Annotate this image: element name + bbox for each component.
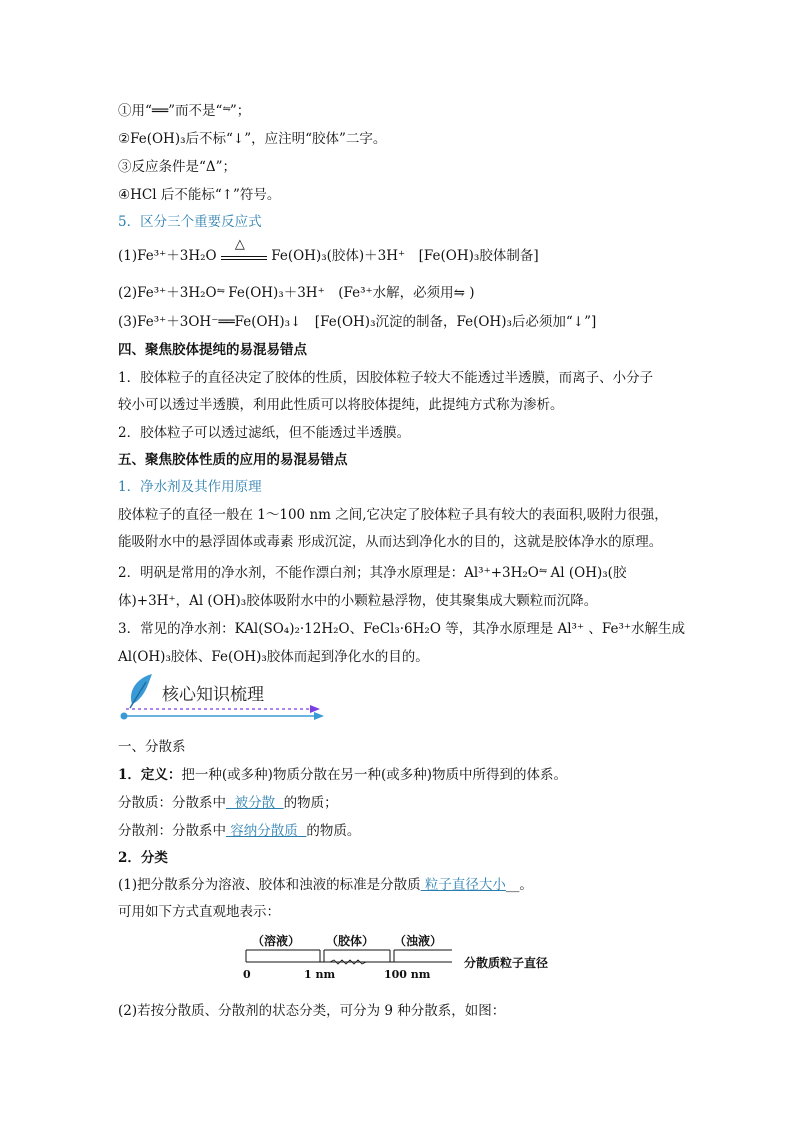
classification-1-line2: 可用如下方式直观地表示：	[118, 904, 280, 920]
particle-size-scale	[230, 928, 570, 988]
note-1-end: ”；	[229, 103, 251, 119]
note-1	[118, 102, 250, 122]
p2-text-a: 2．明矾是常用的净水剂，不能作漂白剂；其净水原理是：Al³⁺+3H₂O	[118, 565, 539, 581]
section5b-p2-l1	[118, 564, 626, 584]
section5b-title: 五、聚焦胶体性质的应用的易混易错点	[118, 452, 348, 468]
tick-0: 0	[243, 968, 251, 981]
reversible-arrow-icon: ⇋	[216, 286, 225, 297]
section5-title: 5．区分三个重要反应式	[118, 214, 262, 230]
dz-answer: 被分散	[226, 795, 284, 811]
dispersed-phase-line	[118, 794, 338, 812]
reversible-arrow-icon: ⇋	[222, 104, 230, 115]
eq1-left: (1)Fe³⁺＋3H₂O	[118, 248, 217, 264]
section4-p1-l1: 1．胶体粒子的直径决定了胶体的性质，因胶体粒子较大不能透过半透膜，而离子、小分子	[118, 370, 654, 386]
definition-label: 1．定义：	[118, 767, 182, 783]
section5b-p1-l1: 胶体粒子的直径一般在 1～100 nm 之间,它决定了胶体粒子具有较大的表面积,吸附力很强，	[118, 507, 668, 523]
p2-text-b: Al (OH)₃(胶	[546, 565, 627, 581]
heat-triangle-icon: △	[234, 237, 245, 252]
section4-p2: 2．胶体粒子可以透过滤纸，但不能透过半透膜。	[118, 425, 411, 441]
section5b-sub1: 1．净水剂及其作用原理	[118, 479, 262, 495]
section5b-p3-l1: 3．常见的净水剂：KAl(SO₄)₂·12H₂O、FeCl₃·6H₂O 等，其净水原理是 Al³⁺ 、Fe³⁺水解生成	[118, 621, 686, 637]
note-3: ③反应条件是“Δ”；	[118, 159, 237, 175]
eq2-end: ⇋ )	[453, 285, 475, 301]
dj-pre: 分散剂：分散系中	[118, 823, 226, 839]
eq2-left: (2)Fe³⁺＋3H₂O	[118, 285, 217, 301]
section4-title: 四、聚焦胶体提纯的易混易错点	[118, 342, 307, 358]
equation-3: (3)Fe³⁺＋3OH⁻══Fe(OH)₃↓ [Fe(OH)₃沉淀的制备，Fe(OH)₃后必须加“↓”]	[118, 314, 597, 330]
section5b-p1-l2: 能吸附水中的悬浮固体或毒素 形成沉淀，从而达到净化水的目的，这就是胶体净水的原理。	[118, 534, 663, 550]
note-4: ④HCl 后不能标“↑”符号。	[118, 187, 281, 203]
c1-answer: 粒子直径大小	[420, 877, 506, 893]
dz-pre: 分散质：分散系中	[118, 795, 226, 811]
dz-post: 的物质；	[283, 795, 338, 811]
c1-post: __。	[505, 877, 533, 893]
classification-2: (2)若按分散质、分散剂的状态分类，可分为 9 种分散系，如图：	[118, 1003, 506, 1019]
section5b-p2-l2: 体)+3H⁺，Al (OH)₃胶体吸附水中的小颗粒悬浮物，使其聚集成大颗粒而沉降。	[118, 593, 598, 609]
dispersion-medium-line	[118, 822, 360, 840]
eq1-right: Fe(OH)₃(胶体)＋3H⁺ [Fe(OH)₃胶体制备]	[271, 248, 539, 264]
part1-heading: 一、分散系	[118, 739, 186, 755]
definition-text: 把一种(或多种)物质分散在另一种(或多种)物质中所得到的体系。	[181, 767, 567, 783]
banner-title: 核心知识梳理	[162, 685, 264, 705]
dj-post: 的物质。	[306, 823, 361, 839]
note-1-text: ①用“══”而不是“	[118, 103, 223, 119]
eq1-condition	[221, 237, 267, 260]
tick-100nm: 100 nm	[384, 968, 431, 981]
scale-label-suspension: （浊液）	[394, 934, 443, 948]
axis-label: 分散质粒子直径	[464, 956, 549, 970]
equation-2	[118, 284, 475, 304]
section4-p1-l2: 较小可以透过半透膜，利用此性质可以将胶体提纯，此提纯方式称为渗析。	[118, 397, 564, 413]
classification-1	[118, 876, 533, 894]
scale-label-colloid: （胶体）	[326, 934, 375, 948]
equation-1	[118, 237, 539, 265]
section-banner	[118, 672, 338, 726]
classification-title: 2．分类	[118, 850, 168, 866]
c1-pre: (1)把分散系分为溶液、胶体和浊液的标准是分散质	[118, 877, 421, 893]
dj-answer: 容纳分散质	[226, 823, 307, 839]
note-2: ②Fe(OH)₃后不标“↓”，应注明“胶体”二字。	[118, 131, 387, 147]
tick-1nm: 1 nm	[304, 968, 336, 981]
scale-label-solution: （溶液）	[252, 934, 301, 948]
definition-line	[118, 766, 567, 784]
reversible-arrow-icon: ⇋	[538, 566, 547, 577]
eq2-right: Fe(OH)₃＋3H⁺ (Fe³⁺水解，必须用	[224, 285, 454, 301]
section5b-p3-l2: Al(OH)₃胶体、Fe(OH)₃胶体而起到净化水的目的。	[118, 649, 429, 665]
